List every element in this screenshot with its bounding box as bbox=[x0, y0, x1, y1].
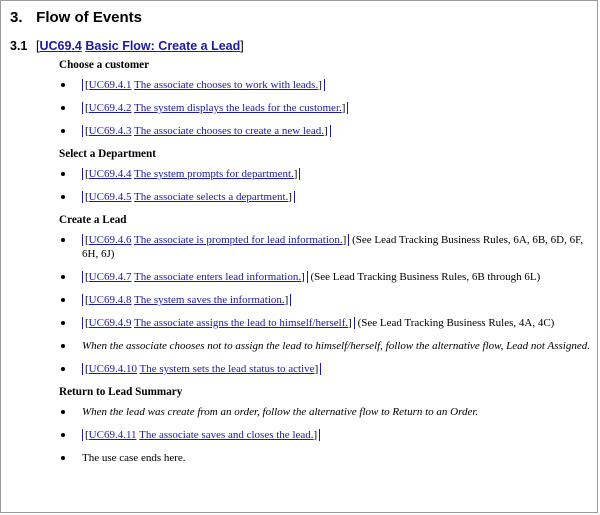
list-item: [UC69.4.2 The system displays the leads for the customer.] bbox=[59, 101, 591, 115]
step-list bbox=[59, 233, 591, 376]
section-choose-customer: Choose a customer bbox=[59, 59, 150, 71]
list-item: [UC69.4.5 The associate selects a department.] bbox=[59, 190, 591, 204]
section-return-lead-summary: Return to Lead Summary bbox=[59, 386, 183, 398]
list-item: [UC69.4.11 The associate saves and closes the lead.] bbox=[59, 428, 591, 442]
step-text-link[interactable]: The associate saves and closes the lead. bbox=[139, 429, 314, 441]
section-title: Flow of Events bbox=[36, 9, 143, 26]
step-note: (See Lead Tracking Business Rules, 6A, 6B, 6D, 6F, 6H, 6J) bbox=[82, 234, 584, 260]
list-item: [UC69.4.6 The associate is prompted for lead information.] (See Lead Tracking Business Rules, 6A, 6B, 6D, 6F, 6H, 6J) bbox=[59, 233, 591, 261]
step-text-link[interactable]: The system saves the information. bbox=[134, 294, 285, 306]
step-ref-link[interactable]: UC69.4.8 bbox=[88, 294, 132, 306]
list-item: [UC69.4.1 The associate chooses to work with leads.] bbox=[59, 78, 591, 92]
step-note: (See Lead Tracking Business Rules, 4A, 4C) bbox=[357, 317, 555, 329]
step-text-link[interactable]: The associate enters lead information. bbox=[134, 271, 302, 283]
list-item bbox=[59, 451, 591, 465]
step-text-link[interactable]: The system sets the lead status to active bbox=[139, 363, 315, 375]
step-ref-link[interactable]: UC69.4.6 bbox=[88, 234, 132, 246]
list-item: [UC69.4.7 The associate enters lead information.] (See Lead Tracking Business Rules, 6B through 6L) bbox=[59, 270, 591, 284]
step-text-link[interactable]: The associate chooses to create a new lead. bbox=[134, 125, 324, 137]
step-list bbox=[59, 405, 591, 465]
flow-content bbox=[59, 58, 591, 474]
end-statement: The use case ends here. bbox=[82, 452, 186, 464]
step-ref-link[interactable]: UC69.4.4 bbox=[88, 168, 132, 180]
step-ref-link[interactable]: UC69.4.3 bbox=[88, 125, 132, 137]
step-text-link[interactable]: The system displays the leads for the customer. bbox=[134, 102, 342, 114]
list-item bbox=[59, 339, 591, 353]
alt-flow-note: When the lead was create from an order, follow the alternative flow to Return to an Order. bbox=[82, 406, 479, 418]
step-ref-link[interactable]: UC69.4.1 bbox=[88, 79, 132, 91]
list-item: [UC69.4.4 The system prompts for department.] bbox=[59, 167, 591, 181]
alt-flow-note: When the associate chooses not to assign the lead to himself/herself, follow the alternative flow, Lead not Assigned. bbox=[82, 340, 590, 352]
step-text-link[interactable]: The system prompts for department. bbox=[134, 168, 294, 180]
step-ref-link[interactable]: UC69.4.7 bbox=[88, 271, 132, 283]
list-item bbox=[59, 405, 591, 419]
step-note: (See Lead Tracking Business Rules, 6B through 6L) bbox=[310, 271, 541, 283]
section-create-lead: Create a Lead bbox=[59, 214, 127, 226]
list-item: [UC69.4.9 The associate assigns the lead to himself/herself.] (See Lead Tracking Business Rules, 4A, 4C) bbox=[59, 316, 591, 330]
step-text-link[interactable]: The associate assigns the lead to himself/herself. bbox=[134, 317, 349, 329]
subsection-number: 3.1 bbox=[10, 39, 28, 53]
step-text-link[interactable]: The associate is prompted for lead information. bbox=[134, 234, 343, 246]
step-ref-link[interactable]: UC69.4.5 bbox=[88, 191, 132, 203]
section-heading bbox=[10, 9, 142, 26]
step-ref-link[interactable]: UC69.4.11 bbox=[88, 429, 137, 441]
step-ref-link[interactable]: UC69.4.2 bbox=[88, 102, 132, 114]
section-number: 3. bbox=[10, 9, 23, 26]
step-text-link[interactable]: The associate chooses to work with leads. bbox=[134, 79, 319, 91]
step-ref-link[interactable]: UC69.4.10 bbox=[88, 363, 137, 375]
list-item: [UC69.4.3 The associate chooses to create a new lead.] bbox=[59, 124, 591, 138]
list-item: [UC69.4.10 The system sets the lead status to active] bbox=[59, 362, 591, 376]
step-list bbox=[59, 167, 591, 204]
section-select-department: Select a Department bbox=[59, 148, 156, 160]
subsection-heading: 3.1 [UC69.4 Basic Flow: Create a Lead] bbox=[10, 39, 244, 53]
list-item: [UC69.4.8 The system saves the information.] bbox=[59, 293, 591, 307]
step-ref-link[interactable]: UC69.4.9 bbox=[88, 317, 132, 329]
subsection-title-link[interactable]: Basic Flow: Create a Lead bbox=[85, 39, 241, 53]
subsection-ref-link[interactable]: UC69.4 bbox=[39, 39, 82, 53]
step-list bbox=[59, 78, 591, 138]
step-text-link[interactable]: The associate selects a department. bbox=[134, 191, 289, 203]
